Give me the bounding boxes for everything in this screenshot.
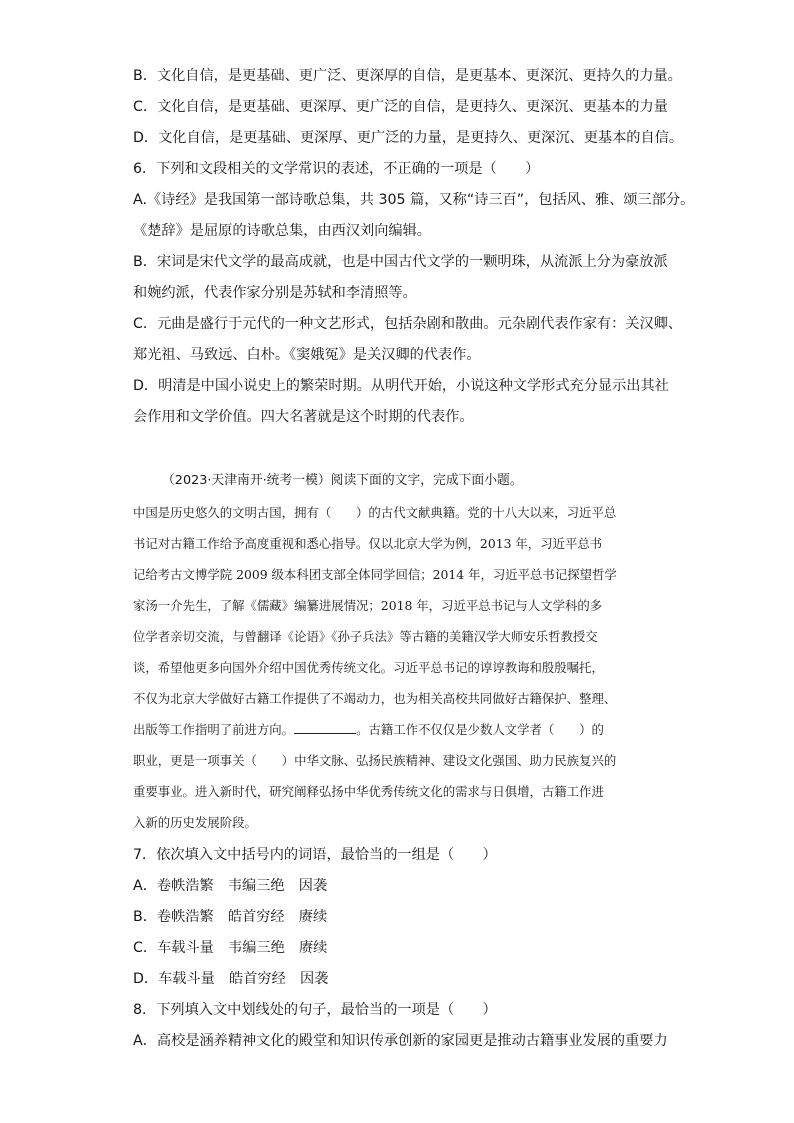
passage-line: 谈，希望他更多向国外介绍中国优秀传统文化。习近平总书记的谆谆教诲和殷殷嘱托， xyxy=(133,660,604,675)
question-7-option-b: B．卷帙浩繁 皓首穷经 赓续 xyxy=(133,909,328,925)
passage-line-start: 出版等工作指明了前进方向。 xyxy=(133,722,295,737)
passage-line: 中国是历史悠久的文明古国，拥有（ ）的古代文献典籍。党的十八大以来，习近平总 xyxy=(133,505,617,520)
question-7-stem: 7．依次填入文中括号内的词语，最恰当的一组是（ ） xyxy=(133,847,497,863)
question-7-option-d: D．车载斗量 皓首穷经 因袭 xyxy=(133,971,329,987)
question-7-option-a: A．卷帙浩繁 韦编三绝 因袭 xyxy=(133,878,328,894)
passage-line: 职业，更是一项事关（ ）中华文脉、弘扬民族精神、建设文化强国、助力民族复兴的 xyxy=(133,753,617,768)
question-8-stem: 8．下列填入文中划线处的句子，最恰当的一项是（ ） xyxy=(133,1002,497,1018)
question-6-option-c-line-1: C．元曲是盛行于元代的一种文艺形式，包括杂剧和散曲。元杂剧代表作家有：关汉卿、 xyxy=(133,316,683,332)
question-6-option-b-line-2: 和婉约派，代表作家分别是苏轼和李清照等。 xyxy=(133,285,417,301)
passage-line: 书记对古籍工作给予高度重视和悉心指导。仅以北京大学为例，2013 年，习近平总书 xyxy=(133,536,603,551)
passage-line: 不仅为北京大学做好古籍工作提供了不竭动力，也为相关高校共同做好古籍保护、整理、 xyxy=(133,691,617,706)
option-b-text: B．文化自信，是更基础、更广泛、更深厚的自信，是更基本、更深沉、更持久的力量。 xyxy=(133,68,682,84)
passage-line: 家汤一介先生，了解《儒藏》编纂进展情况；2018 年，习近平总书记与人文学科的多 xyxy=(133,598,603,613)
question-6-stem: 6．下列和文段相关的文学常识的表述，不正确的一项是（ ） xyxy=(133,161,540,177)
passage-line: 入新的历史发展阶段。 xyxy=(133,815,257,830)
fill-in-blank-underline xyxy=(294,721,356,734)
question-6-option-a-line-2: 《楚辞》是屈原的诗歌总集，由西汉刘向编辑。 xyxy=(133,223,431,239)
passage-line: 记给考古文博学院 2009 级本科团支部全体同学回信；2014 年，习近平总书记探望哲学 xyxy=(133,567,617,582)
passage-intro: （2023·天津南开·统考一模）阅读下面的文字，完成下面小题。 xyxy=(162,473,523,488)
passage-line xyxy=(133,720,604,740)
question-6-option-d-line-2: 会作用和文学价值。四大名著就是这个时期的代表作。 xyxy=(133,409,474,425)
question-8-option-a: A．高校是涵养精神文化的殿堂和知识传承创新的家园更是推动古籍事业发展的重要力 xyxy=(133,1033,668,1049)
passage-line-end: 。古籍工作不仅仅是少数人文学者（ ）的 xyxy=(356,722,604,737)
passage-line: 重要事业。进入新时代，研究阐释弘扬中华优秀传统文化的需求与日俱增，古籍工作进 xyxy=(133,784,604,799)
question-6-option-d-line-1: D．明清是中国小说史上的繁荣时期。从明代开始，小说这种文学形式充分显示出其社 xyxy=(133,378,669,394)
option-c-text: C．文化自信，是更基础、更深厚、更广泛的自信，是更持久、更深沉、更基本的力量 xyxy=(133,99,668,115)
option-d-text: D．文化自信，是更基础、更深厚、更广泛的力量，是更持久、更深沉、更基本的自信。 xyxy=(133,130,684,146)
question-7-option-c: C．车载斗量 韦编三绝 赓续 xyxy=(133,940,328,956)
question-6-option-c-line-2: 郑光祖、马致远、白朴。《窦娥冤》是关汉卿的代表作。 xyxy=(133,347,481,363)
question-6-option-a-line-1: A.《诗经》是我国第一部诗歌总集，共 305 篇，又称“诗三百”，包括风、雅、颂三部分。 xyxy=(133,192,695,208)
question-6-option-b-line-1: B．宋词是宋代文学的最高成就，也是中国古代文学的一颗明珠，从流派上分为豪放派 xyxy=(133,254,668,270)
passage-line: 位学者亲切交流，与曾翻译《论语》《孙子兵法》等古籍的美籍汉学大师安乐哲教授交 xyxy=(133,629,598,644)
